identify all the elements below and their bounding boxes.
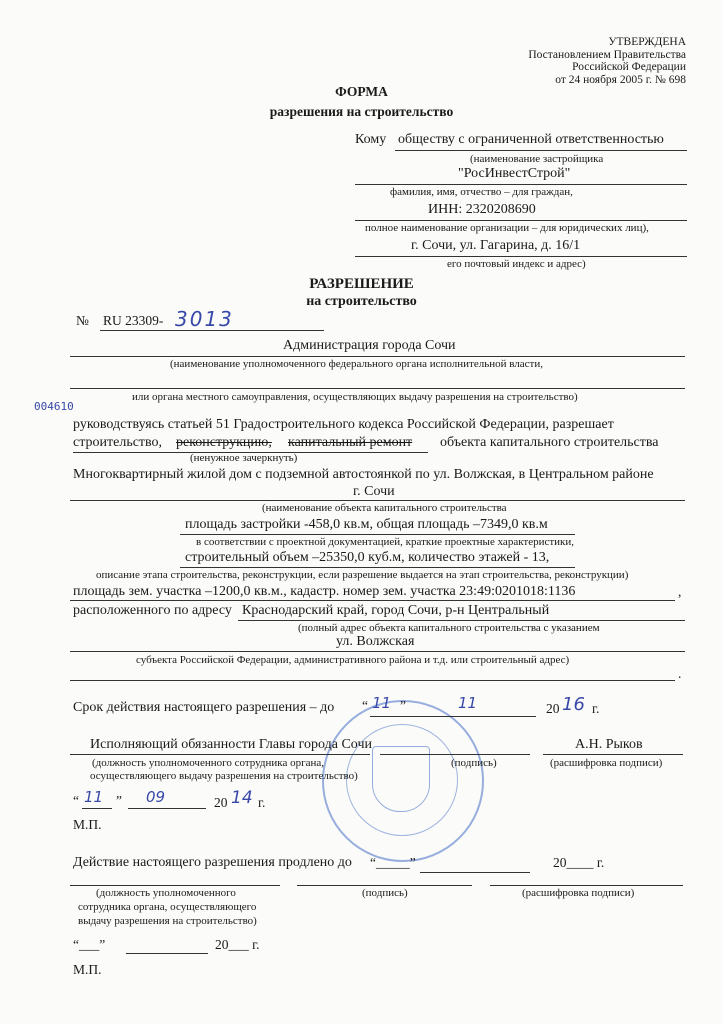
signer-name: А.Н. Рыков: [575, 737, 643, 752]
validity-year-prefix: 20: [546, 701, 560, 716]
permit-number-label: №: [76, 313, 89, 328]
caption-signer-position-1: (должность уполномоченного сотрудника органа,: [92, 757, 325, 769]
subject-period: .: [678, 666, 682, 681]
underline: [355, 184, 687, 185]
underline: [70, 388, 685, 389]
underline: [70, 356, 685, 357]
issue-quote-close: ”: [116, 793, 122, 808]
caption-org: полное наименование организации – для юридических лиц),: [365, 222, 649, 234]
form-title-line-1: ФОРМА: [335, 84, 388, 99]
authority-name: Администрация города Сочи: [283, 338, 456, 353]
issue-year: 14: [231, 788, 253, 808]
caption-ext-name: (расшифровка подписи): [522, 887, 635, 899]
underline: [70, 500, 685, 501]
caption-fio: фамилия, имя, отчество – для граждан,: [390, 186, 573, 198]
issue-month: 09: [146, 788, 166, 806]
underline: [355, 256, 687, 257]
located-label: расположенного по адресу: [73, 603, 232, 618]
approval-line-1: УТВЕРЖДЕНА: [608, 36, 686, 48]
object-label: объекта капитального строительства: [440, 435, 659, 450]
land-info: площадь зем. участка –1200,0 кв.м., кадастр. номер зем. участка 23:49:0201018:1136: [73, 584, 576, 599]
recipient-org-type: обществу с ограниченной ответственностью: [398, 132, 664, 147]
underline: [126, 953, 208, 954]
permit-number-prefix: RU 23309-: [103, 313, 164, 328]
reconstruction-option: реконструкцию,: [176, 435, 272, 450]
validity-quote-open: “: [362, 698, 368, 713]
area-info: площадь застройки -458,0 кв.м, общая площадь –7349,0 кв.м: [185, 517, 548, 532]
extension-year-blank: 20____ г.: [553, 855, 605, 870]
caption-ext-signature: (подпись): [362, 887, 408, 899]
issue-quote-open: “: [73, 793, 79, 808]
underline: [180, 567, 575, 568]
signer-position: Исполняющий обязанности Главы города Сочи: [90, 737, 372, 752]
permit-number-handwritten: 3013: [175, 307, 234, 331]
approval-line-4: от 24 ноября 2005 г. № 698: [555, 73, 686, 86]
underline: [128, 808, 206, 809]
caption-signer-name: (расшифровка подписи): [550, 757, 663, 769]
serial-number: 004610: [34, 400, 74, 413]
underline: [70, 600, 675, 601]
permit-title-line-2: на строительство: [306, 294, 417, 309]
street-value: ул. Волжская: [336, 634, 415, 649]
located-value: Краснодарский край, город Сочи, р-н Центральный: [242, 603, 550, 618]
issue-year-suffix: г.: [258, 795, 266, 810]
extension-label: Действие настоящего разрешения продлено до: [73, 855, 352, 870]
underline: [70, 651, 685, 652]
validity-quote-close: ”: [400, 698, 406, 713]
approval-line-2: Постановлением Правительства: [528, 48, 686, 61]
underline: [490, 885, 683, 886]
caption-signer-signature: (подпись): [451, 757, 497, 769]
extension-date2-blank: “___”: [73, 937, 106, 952]
recipient-address: г. Сочи, ул. Гагарина, д. 16/1: [411, 238, 581, 253]
caption-signer-position-2: осуществляющего выдачу разрешения на строительство): [90, 770, 358, 782]
extension-year2-blank: 20___ г.: [215, 937, 260, 952]
validity-month: 11: [458, 694, 478, 712]
issue-mp: М.П.: [73, 817, 102, 832]
permit-title-line-1: РАЗРЕШЕНИЕ: [309, 276, 414, 292]
caption-object: (наименование объекта капитального строительства: [262, 502, 507, 514]
approval-block: [528, 36, 686, 86]
validity-day: 11: [372, 694, 392, 712]
caption-strike: (ненужное зачеркнуть): [190, 452, 298, 464]
caption-project: в соответствии с проектной документацией, краткие проектные характеристики,: [196, 536, 575, 548]
caption-ext-position-1: (должность уполномоченного: [96, 887, 236, 899]
signature-line: [297, 885, 472, 886]
object-line-1: Многоквартирный жилой дом с подземной автостоянкой по ул. Волжская, в Центральном районе: [73, 467, 654, 482]
signature-line: [380, 754, 530, 755]
underline: [82, 808, 112, 809]
caption-stage: описание этапа строительства, реконструкции, если разрешение выдается на этап строительства, реконструкции): [96, 569, 629, 581]
form-title-line-2: разрешения на строительство: [269, 104, 454, 119]
caption-address: его почтовый индекс и адрес): [447, 258, 586, 270]
extension-mp: М.П.: [73, 962, 102, 977]
validity-label: Срок действия настоящего разрешения – до: [73, 700, 335, 715]
recipient-inn: ИНН: 2320208690: [428, 202, 536, 217]
underline: [355, 220, 687, 221]
permit-title: [0, 275, 723, 311]
caption-full-address: (полный адрес объекта капитального строительства с указанием: [298, 622, 600, 634]
issue-day: 11: [84, 788, 104, 806]
caption-subject: субъекта Российской Федерации, административного района и т.д. или строительный адрес): [136, 654, 570, 666]
recipient-org-name: "РосИнвестСтрой": [458, 166, 571, 181]
caption-authority-2: или органа местного самоуправления, осуществляющих выдачу разрешения на строительство): [132, 391, 578, 403]
underline: [238, 620, 685, 621]
volume-info: строительный объем –25350,0 куб.м, количество этажей - 13,: [185, 550, 550, 565]
underline: [395, 150, 687, 151]
recipient-to-label: Кому: [355, 132, 387, 147]
underline: [100, 330, 324, 331]
object-line-2: г. Сочи: [353, 484, 395, 499]
land-comma: ,: [678, 584, 682, 599]
underline: [543, 754, 683, 755]
approval-line-3: Российской Федерации: [572, 61, 686, 73]
underline: [70, 885, 280, 886]
seal-coat-of-arms-icon: [372, 746, 430, 812]
underline: [180, 534, 575, 535]
guided-text: руководствуясь статьей 51 Градостроительного кодекса Российской Федерации, разрешает: [73, 417, 614, 432]
underline: [70, 754, 370, 755]
validity-year: 16: [562, 694, 585, 715]
caption-ext-position-2: сотрудника органа, осуществляющего: [78, 901, 257, 913]
underline: [70, 680, 675, 681]
repair-option: капитальный ремонт: [288, 435, 413, 450]
construction-option: строительство,: [73, 435, 163, 450]
caption-developer: (наименование застройщика: [470, 153, 604, 165]
underline: [370, 716, 536, 717]
issue-year-prefix: 20: [214, 795, 228, 810]
extension-date-blank: “_____”: [370, 855, 416, 870]
caption-authority-1: (наименование уполномоченного федерального органа исполнительной власти,: [170, 358, 544, 370]
underline: [420, 872, 530, 873]
caption-ext-position-3: выдачу разрешения на строительство): [78, 915, 257, 927]
form-title: [0, 82, 723, 122]
validity-year-suffix: г.: [592, 701, 600, 716]
